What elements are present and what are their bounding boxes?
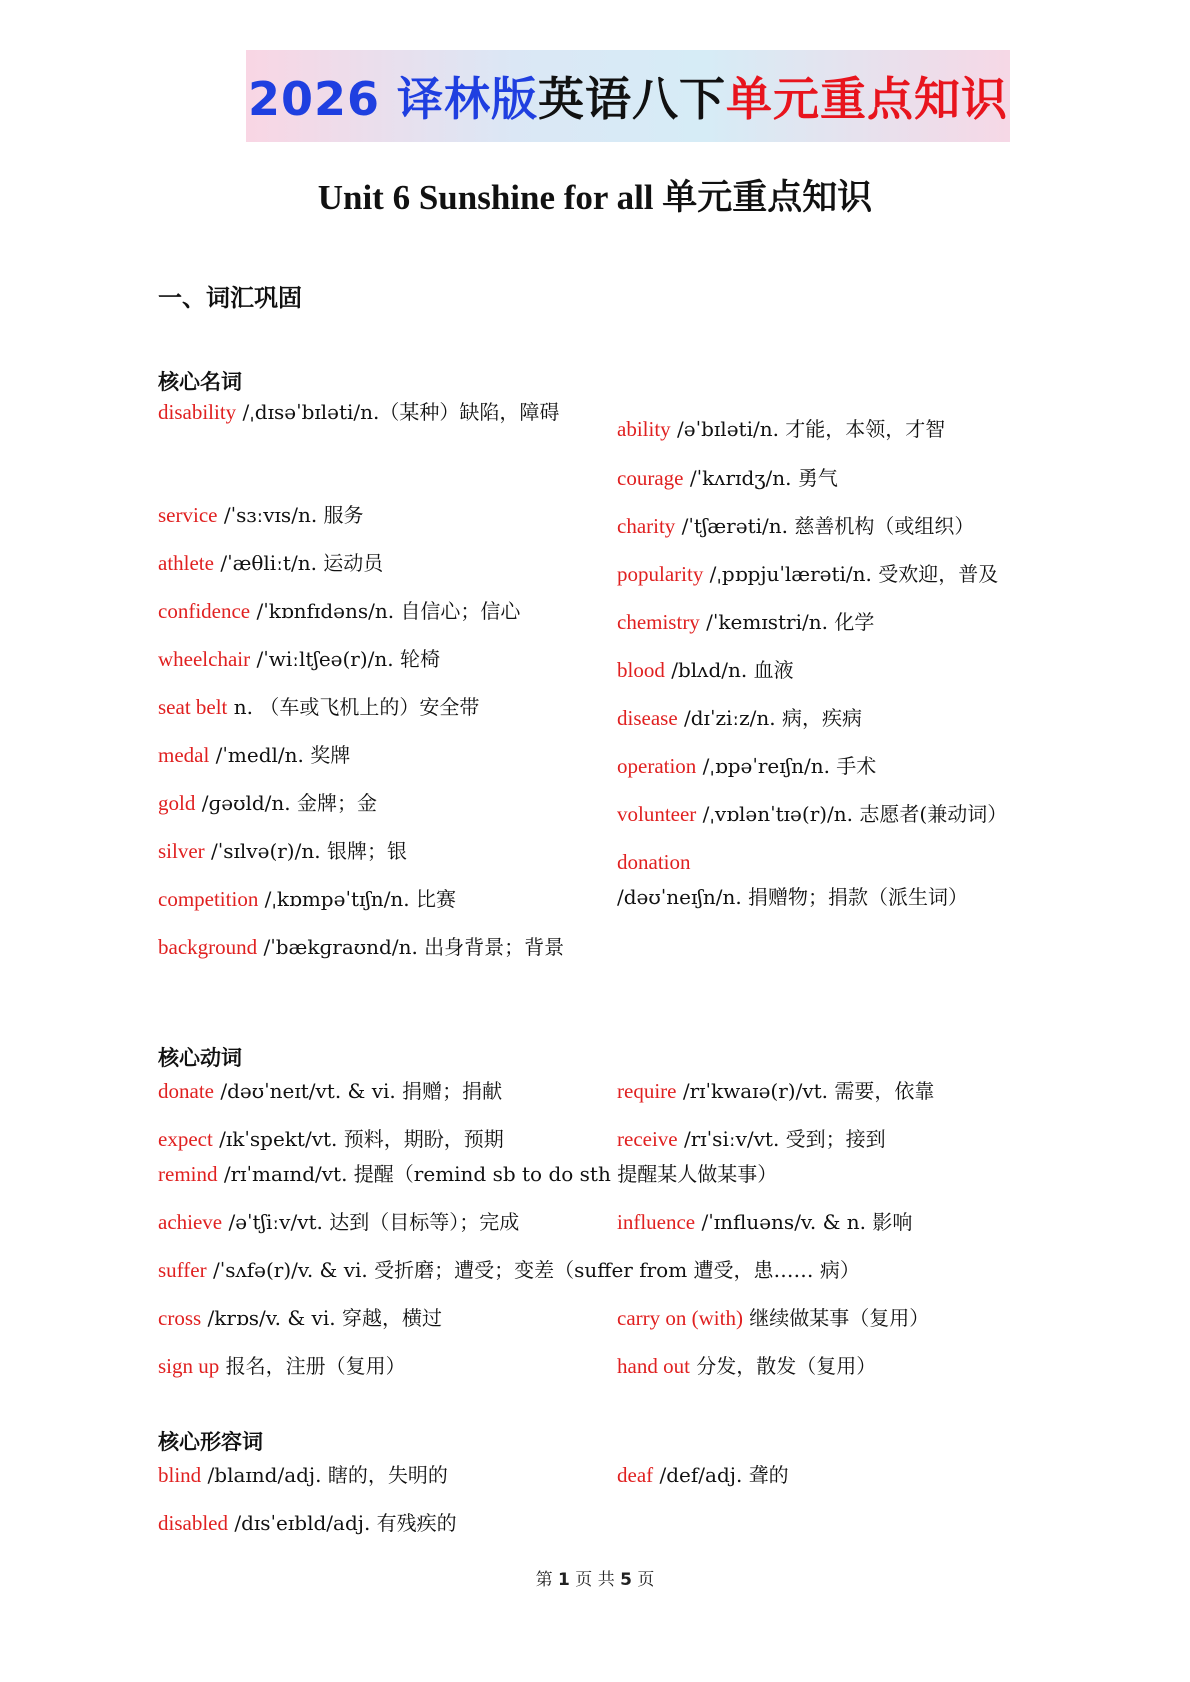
noun-entry: ability /əˈbɪləti/n. 才能，本领，才智 [617,417,946,441]
verb-entry: receive /rɪˈsiːv/vt. 受到；接到 [617,1127,886,1151]
verb-entry: remind /rɪˈmaɪnd/vt. 提醒（remind sb to do sth 提醒某人做某事） [158,1162,778,1186]
verbs-heading: 核心动词 [158,1046,242,1070]
verb-entry: require /rɪˈkwaɪə(r)/vt. 需要，依靠 [617,1079,935,1103]
verb-entry: influence /ˈɪnfluəns/v. & n. 影响 [617,1210,913,1234]
noun-entry: medal /ˈmedl/n. 奖牌 [158,743,351,767]
current-page-number: 1 [558,1570,570,1590]
header-banner [246,50,1010,142]
verb-entry: cross /krɒs/v. & vi. 穿越，横过 [158,1306,442,1330]
noun-entry: gold /ɡəʊld/n. 金牌；金 [158,791,378,815]
adjective-entry: deaf /def/adj. 聋的 [617,1463,789,1487]
total-pages-number: 5 [620,1570,632,1590]
verb-entry: donate /dəʊˈneɪt/vt. & vi. 捐赠；捐献 [158,1079,503,1103]
banner-subject: 英语八下 [538,72,727,126]
noun-entry: confidence /ˈkɒnfɪdəns/n. 自信心；信心 [158,599,521,623]
adjective-entry: disabled /dɪsˈeɪbld/adj. 有残疾的 [158,1511,457,1535]
noun-entry: charity /ˈtʃærəti/n. 慈善机构（或组织） [617,514,975,538]
verb-entry: suffer /ˈsʌfə(r)/v. & vi. 受折磨；遭受；变差（suffer from 遭受，患…… 病） [158,1258,860,1282]
noun-entry: blood /blʌd/n. 血液 [617,658,794,682]
verb-entry: sign up 报名，注册（复用） [158,1354,406,1378]
verb-entry: expect /ɪkˈspekt/vt. 预料，期盼，预期 [158,1127,504,1151]
page-title: Unit 6 Sunshine for all 单元重点知识 [317,178,873,217]
noun-entry: operation /ˌɒpəˈreɪʃn/n. 手术 [617,754,877,778]
verb-entry: carry on (with) 继续做某事（复用） [617,1306,930,1330]
verb-entry: hand out 分发，散发（复用） [617,1354,877,1378]
section-title-vocabulary: 一、词汇巩固 [158,284,302,312]
banner-topic: 单元重点知识 [726,72,1009,126]
noun-entry: seat belt n. （车或飞机上的）安全带 [158,695,480,719]
noun-entry: volunteer /ˌvɒlənˈtɪə(r)/n. 志愿者(兼动词） [617,802,1008,826]
noun-entry: disease /dɪˈziːz/n. 病，疾病 [617,706,862,730]
noun-entry: service /ˈsɜːvɪs/n. 服务 [158,503,364,527]
noun-entry: donation /dəʊˈneɪʃn/n. 捐赠物；捐款（派生词） [617,850,969,909]
adjectives-heading: 核心形容词 [158,1430,263,1454]
noun-entry: athlete /ˈæθliːt/n. 运动员 [158,551,384,575]
noun-entry: silver /ˈsɪlvə(r)/n. 银牌；银 [158,839,407,863]
noun-entry: background /ˈbækɡraʊnd/n. 出身背景；背景 [158,935,565,959]
noun-entry: chemistry /ˈkemɪstri/n. 化学 [617,610,875,634]
noun-entry: competition /ˌkɒmpəˈtɪʃn/n. 比赛 [158,887,457,911]
noun-entry: disability /ˌdɪsəˈbɪləti/n.（某种）缺陷，障碍 [158,400,560,424]
noun-entry: wheelchair /ˈwiːltʃeə(r)/n. 轮椅 [158,647,441,671]
page-footer: 第 1 页 共 5 页 [535,1570,655,1590]
banner-year-publisher: 2026 译林版 [247,72,539,126]
adjective-entry: blind /blaɪnd/adj. 瞎的，失明的 [158,1463,448,1487]
verb-entry: achieve /əˈtʃiːv/vt. 达到（目标等）；完成 [158,1210,520,1234]
nouns-heading: 核心名词 [158,370,242,394]
noun-entry: courage /ˈkʌrɪdʒ/n. 勇气 [617,466,838,490]
noun-entry: popularity /ˌpɒpjuˈlærəti/n. 受欢迎，普及 [617,562,999,586]
